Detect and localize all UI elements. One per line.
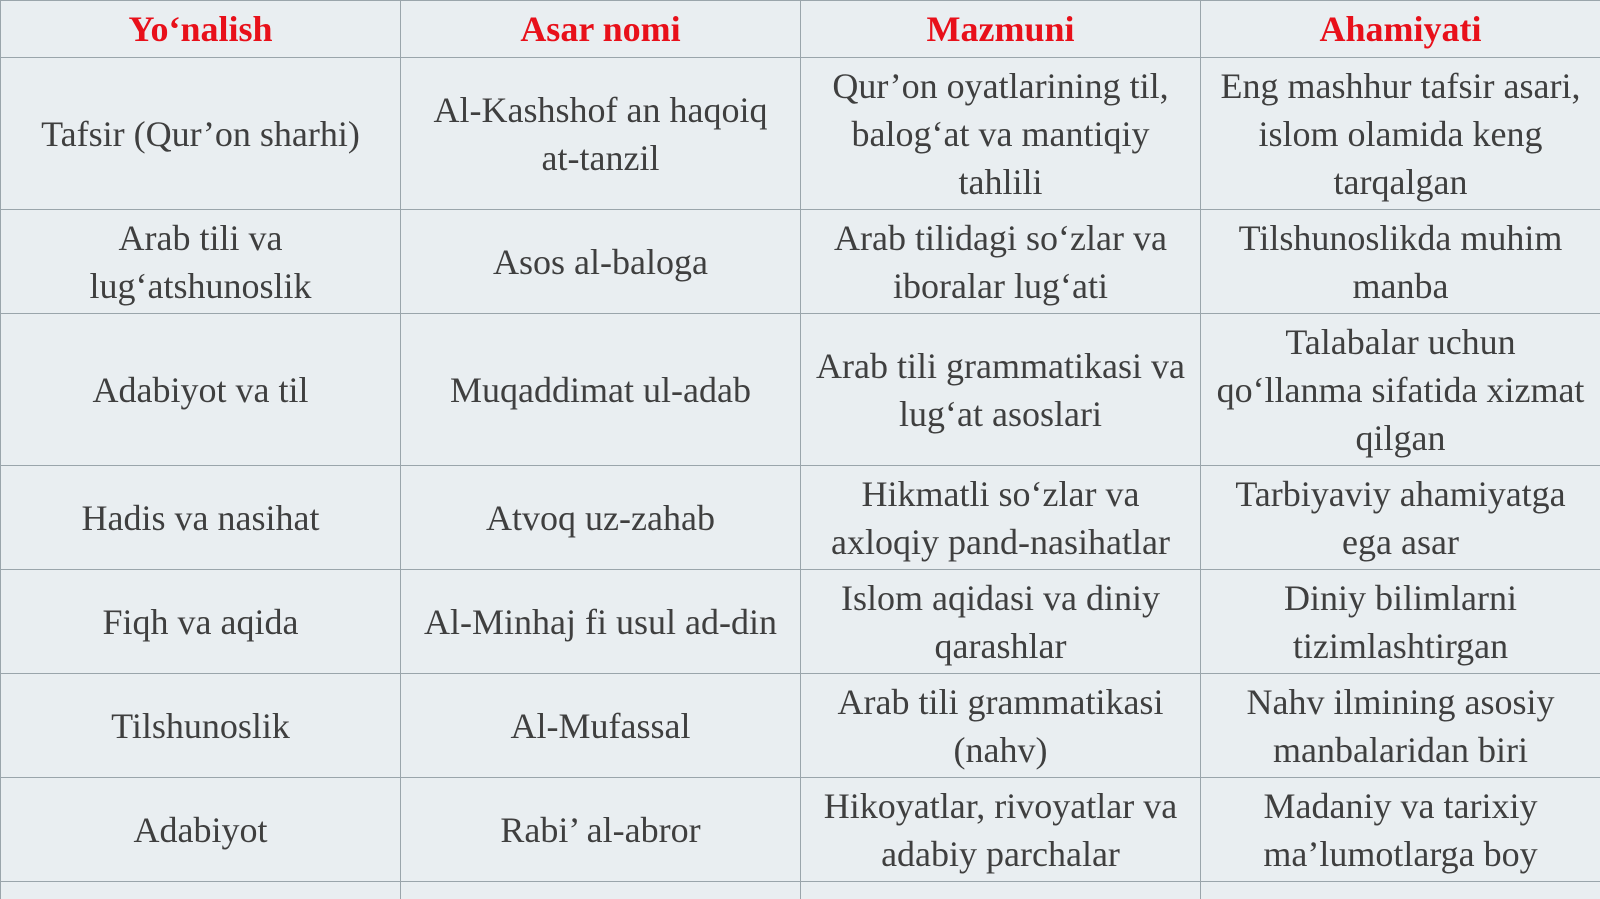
cell-work-title: Al-Kashshof an haqoiq at-tanzil [401,58,801,210]
table-row-partial [1,882,1600,899]
table-row [1,674,1600,778]
table-header-row [1,1,1600,58]
cell-direction: Tilshunoslik [1,674,401,778]
header-direction: Yo‘nalish [1,1,401,58]
cell-content: Arab tili grammatikasi va lug‘at asoslari [801,314,1201,466]
cell-content: Arab tilidagi so‘zlar va iboralar lug‘ati [801,210,1201,314]
header-content: Mazmuni [801,1,1201,58]
cell-work-title: Asos al-baloga [401,210,801,314]
table-row [1,314,1600,466]
table-row [1,570,1600,674]
cell-significance: Madaniy va tarixiy ma’lumotlarga boy [1201,778,1600,882]
cell-empty [1201,882,1600,899]
cell-significance: Tarbiyaviy ahamiyatga ega asar [1201,466,1600,570]
cell-significance: Tilshunoslikda muhim manba [1201,210,1600,314]
cell-empty [801,882,1201,899]
cell-work-title: Atvoq uz-zahab [401,466,801,570]
table-row [1,210,1600,314]
cell-direction: Tafsir (Qur’on sharhi) [1,58,401,210]
cell-significance: Talabalar uchun qo‘llanma sifatida xizmat qilgan [1201,314,1600,466]
cell-content: Qur’on oyatlarining til, balog‘at va mantiqiy tahlili [801,58,1201,210]
cell-content: Arab tili grammatikasi (nahv) [801,674,1201,778]
cell-content: Islom aqidasi va diniy qarashlar [801,570,1201,674]
header-significance: Ahamiyati [1201,1,1600,58]
cell-significance: Eng mashhur tafsir asari, islom olamida keng tarqalgan [1201,58,1600,210]
table-row [1,58,1600,210]
cell-work-title: Rabi’ al-abror [401,778,801,882]
cell-work-title: Al-Minhaj fi usul ad-din [401,570,801,674]
cell-content: Hikmatli so‘zlar va axloqiy pand-nasihatlar [801,466,1201,570]
cell-direction: Arab tili va lug‘atshunoslik [1,210,401,314]
cell-significance: Nahv ilmining asosiy manbalaridan biri [1201,674,1600,778]
cell-direction: Adabiyot va til [1,314,401,466]
table-row [1,466,1600,570]
cell-direction: Adabiyot [1,778,401,882]
cell-empty [401,882,801,899]
cell-empty [1,882,401,899]
cell-direction: Fiqh va aqida [1,570,401,674]
header-work-title: Asar nomi [401,1,801,58]
cell-significance: Diniy bilimlarni tizimlashtirgan [1201,570,1600,674]
cell-work-title: Al-Mufassal [401,674,801,778]
cell-content: Hikoyatlar, rivoyatlar va adabiy parchalar [801,778,1201,882]
cell-direction: Hadis va nasihat [1,466,401,570]
table-row [1,778,1600,882]
cell-work-title: Muqaddimat ul-adab [401,314,801,466]
